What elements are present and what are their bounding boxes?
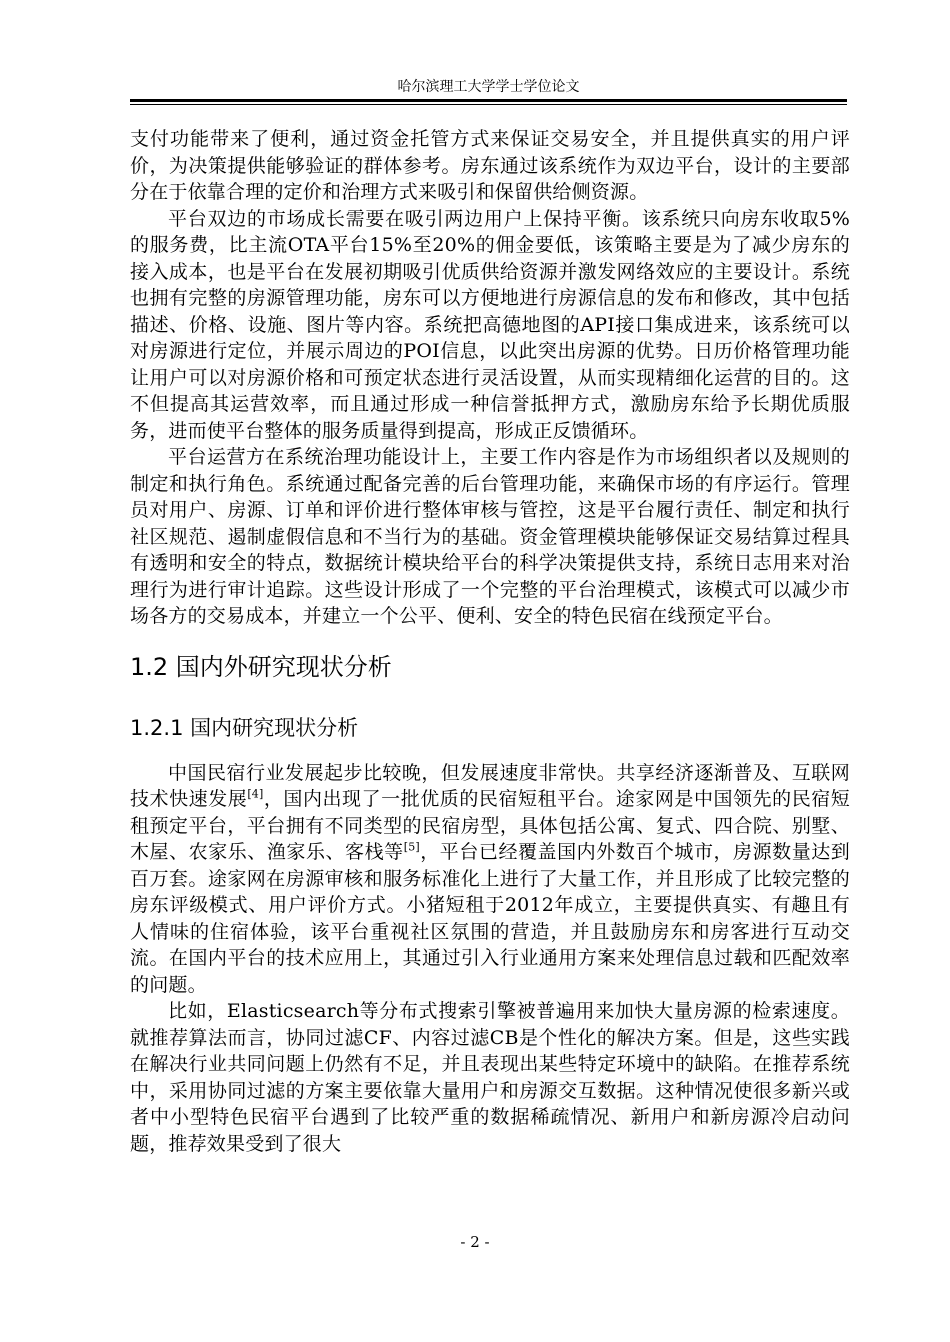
- paragraph-2: 平台双边的市场成长需要在吸引两边用户上保持平衡。该系统只向房东收取5%的服务费，比主流OTA平台15%至20%的佣金要低，该策略主要是为了减少房东的接入成本，也是平台在发展初期吸引优质供给资源并激发网络效应的主要设计。系统也拥有完整的房源管理功能，房东可以方便地进行房源信息的发布和修改，其中包括描述、价格、设施、图片等内容。系统把高德地图的API接口集成进来，该系统可以对房源进行定位，并展示周边的POI信息，以此突出房源的优势。日历价格管理功能让用户可以对房源价格和可预定状态进行灵活设置，从而实现精细化运营的目的。这不但提高其运营效率，而且通过形成一种信誉抵押方式，激励房东给予长期优质服务，进而使平台整体的服务质量得到提高，形成正反馈循环。: [130, 207, 850, 442]
- paragraph-4-text-a: 中国民宿行业发展起步比较晚，但发展速度非常快。共享经济逐渐普及、互联网技术快速发展: [130, 761, 850, 810]
- citation-5[interactable]: [5]: [403, 840, 420, 854]
- paragraph-5: 比如，Elasticsearch等分布式搜索引擎被普遍用来加快大量房源的检索速度。就推荐算法而言，协同过滤CF、内容过滤CB是个性化的解决方案。但是，这些实践在解决行业共同问题上仍然有不足，并且表现出某些特定环境中的缺陷。在推荐系统中，采用协同过滤的方案主要依靠大量用户和房源交互数据。这种情况使很多新兴或者中小型特色民宿平台遇到了比较严重的数据稀疏情况、新用户和新房源冷启动问题，推荐效果受到了很大: [130, 1000, 850, 1155]
- page-number: - 2 -: [460, 1233, 490, 1251]
- subsection-heading-1-2-1: 1.2.1 国内研究现状分析: [130, 715, 359, 740]
- running-header: 哈尔滨理工大学学士学位论文: [397, 79, 580, 95]
- body-text: [130, 126, 850, 1157]
- paragraph-4: [130, 760, 850, 999]
- paragraph-4-text-b: ，国内出现了一批优质的民宿短租平台。途家网是中国领先的民宿短租预定平台，平台拥有不同类型的民宿房型，具体包括公寓、复式、四合院、别墅、木屋、农家乐、渔家乐、客栈等: [130, 788, 850, 863]
- paragraph-1: 支付功能带来了便利，通过资金托管方式来保证交易安全，并且提供真实的用户评价，为决策提供能够验证的群体参考。房东通过该系统作为双边平台，设计的主要部分在于依靠合理的定价和治理方式来吸引和保留供给侧资源。: [130, 128, 850, 203]
- paragraph-4-text-c: ，平台已经覆盖国内外数百个城市，房源数量达到百万套。途家网在房源审核和服务标准化上进行了大量工作，并且形成了比较完整的房东评级模式、用户评价方式。小猪短租于2012年成立，主要提供真实、有趣且有人情味的住宿体验，该平台重视社区氛围的营造，并且鼓励房东和房客进行互动交流。在国内平台的技术应用上，其通过引入行业通用方案来处理信息过载和匹配效率的问题。: [130, 841, 850, 996]
- section-heading-1-2: 1.2 国内外研究现状分析: [130, 652, 392, 681]
- header-rule-thick: [130, 99, 847, 102]
- header-rule-thin: [130, 104, 847, 105]
- paragraph-3: 平台运营方在系统治理功能设计上，主要工作内容是作为市场组织者以及规则的制定和执行角色。系统通过配备完善的后台管理功能，来确保市场的有序运行。管理员对用户、房源、订单和评价进行整体审核与管控，这是平台履行责任、制定和执行社区规范、遏制虚假信息和不当行为的基础。资金管理模块能够保证交易结算过程具有透明和安全的特点，数据统计模块给平台的科学决策提供支持，系统日志用来对治理行为进行审计追踪。这些设计形成了一个完整的平台治理模式，该模式可以减少市场各方的交易成本，并建立一个公平、便利、安全的特色民宿在线预定平台。: [130, 446, 850, 627]
- citation-4[interactable]: [4]: [247, 787, 264, 801]
